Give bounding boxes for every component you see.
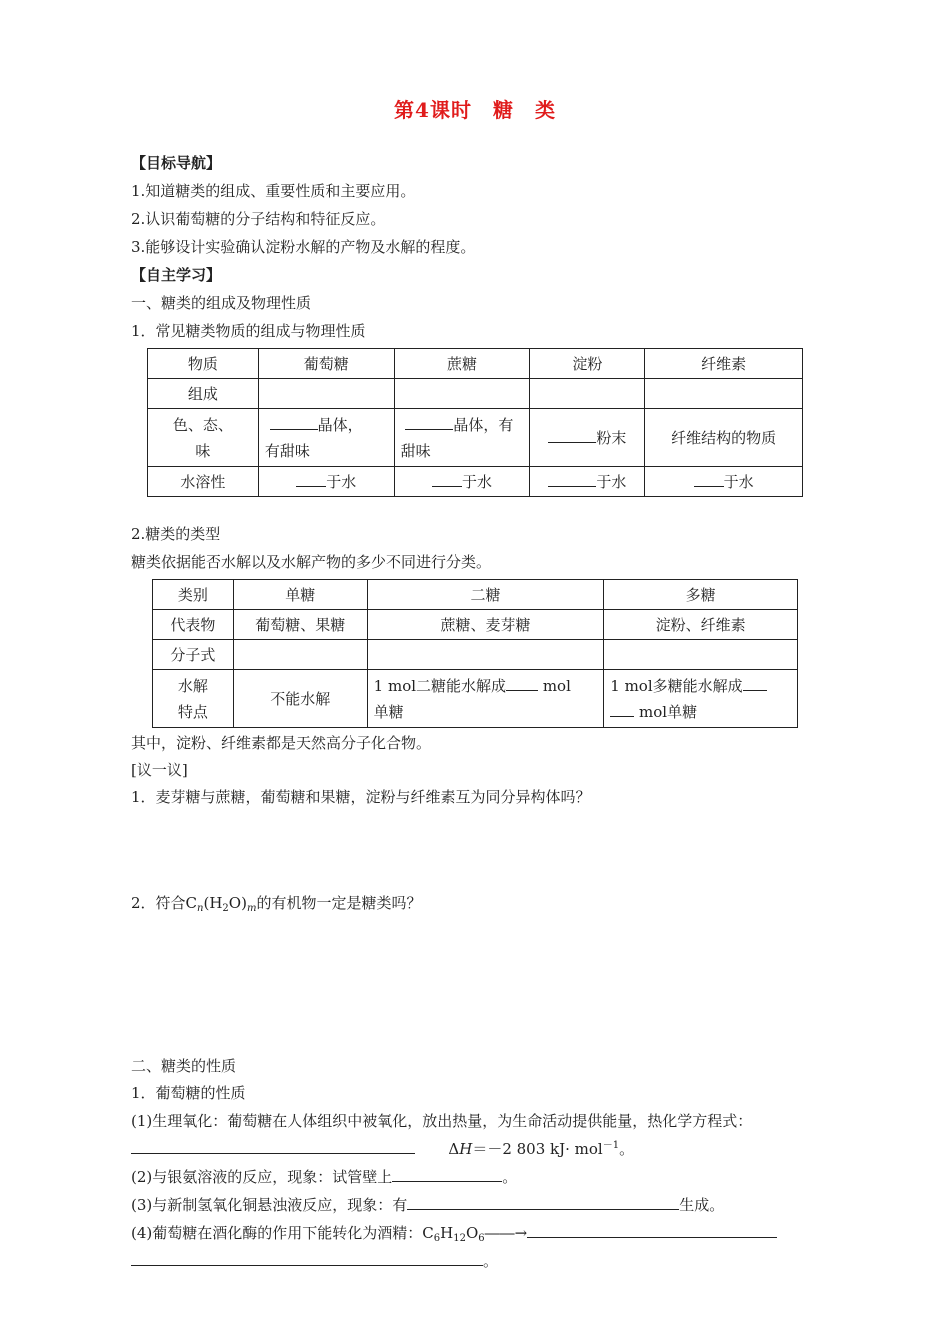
cell-cellulose-state: 纤维结构的物质 — [645, 409, 803, 467]
fill-blank[interactable] — [405, 415, 453, 430]
property-3: (3)与新制氢氧化铜悬浊液反应，现象：有 生成。 — [131, 1196, 725, 1214]
fill-blank[interactable] — [432, 472, 462, 487]
fill-blank[interactable] — [270, 415, 318, 430]
subsection-3-heading: 1．葡萄糖的性质 — [131, 1084, 246, 1102]
cell-sucrose-solubility: 于水 — [394, 467, 530, 497]
property-1-equation: ΔH＝－2 803 kJ· mol$^{-1}$。 — [131, 1139, 634, 1159]
discussion-question-1: 1．麦芽糖与蔗糖，葡萄糖和果糖，淀粉与纤维素互为同分异构体吗？ — [131, 788, 591, 806]
header-sucrose: 蔗糖 — [394, 349, 530, 379]
discussion-heading: [议一议] — [131, 761, 188, 779]
property-2: (2)与银氨溶液的反应，现象：试管壁上 。 — [131, 1168, 518, 1186]
fill-blank[interactable] — [131, 1139, 415, 1154]
cell-blank — [367, 640, 604, 670]
cell-mono-hydrolysis: 不能水解 — [233, 670, 367, 728]
header-cellulose: 纤维素 — [645, 349, 803, 379]
subsection-1-heading: 1．常见糖类物质的组成与物理性质 — [131, 322, 366, 340]
subsection-2-heading: 2.糖类的类型 — [131, 525, 221, 543]
fill-blank[interactable] — [610, 702, 634, 717]
cell-starch-solubility: 于水 — [530, 467, 645, 497]
cell-di-rep: 蔗糖、麦芽糖 — [367, 610, 604, 640]
fill-blank[interactable] — [548, 428, 596, 443]
cell-blank — [530, 379, 645, 409]
property-1: (1)生理氧化：葡萄糖在人体组织中被氧化，放出热量，为生命活动提供能量，热化学方程式： — [131, 1112, 753, 1130]
header-disaccharide: 二糖 — [367, 580, 604, 610]
cell-starch-state: 粉末 — [530, 409, 645, 467]
fill-blank[interactable] — [131, 1251, 483, 1266]
header-starch: 淀粉 — [530, 349, 645, 379]
cell-blank — [604, 640, 798, 670]
header-polysaccharide: 多糖 — [604, 580, 798, 610]
section-1-heading: 一、糖类的组成及物理性质 — [131, 294, 312, 312]
cell-blank — [233, 640, 367, 670]
page-title: 第4课时 糖 类 — [394, 98, 556, 122]
goal-item-2: 2.认识葡萄糖的分子结构和特征反应。 — [131, 210, 386, 228]
header-monosaccharide: 单糖 — [233, 580, 367, 610]
polymer-note: 其中，淀粉、纤维素都是天然高分子化合物。 — [131, 734, 432, 752]
row-label-formula: 分子式 — [153, 640, 234, 670]
header-category: 类别 — [153, 580, 234, 610]
reaction-arrow: ――→ — [484, 1224, 528, 1242]
fill-blank[interactable] — [527, 1223, 777, 1238]
header-substance: 物质 — [148, 349, 259, 379]
cell-glucose-solubility: 于水 — [258, 467, 394, 497]
cell-di-hydrolysis: 1 mol二糖能水解成 mol 单糖 — [367, 670, 604, 728]
section-2-heading: 二、糖类的性质 — [131, 1057, 237, 1075]
classification-table — [152, 579, 798, 728]
property-4-continued: 。 — [131, 1251, 498, 1271]
fill-blank[interactable] — [407, 1195, 679, 1210]
cell-poly-rep: 淀粉、纤维素 — [604, 610, 798, 640]
cell-cellulose-solubility: 于水 — [645, 467, 803, 497]
cell-mono-rep: 葡萄糖、果糖 — [233, 610, 367, 640]
cell-sucrose-state: 晶体，有 甜味 — [394, 409, 530, 467]
fill-blank[interactable] — [694, 472, 724, 487]
cell-blank — [394, 379, 530, 409]
fill-blank[interactable] — [506, 676, 538, 691]
goal-item-1: 1.知道糖类的组成、重要性质和主要应用。 — [131, 182, 416, 200]
property-4: (4)葡萄糖在酒化酶的作用下能转化为酒精：$C_6H_{12}O_6――\to$ — [131, 1223, 777, 1243]
goals-heading: 【目标导航】 — [131, 154, 222, 172]
composition-table — [147, 348, 803, 497]
cell-poly-hydrolysis: 1 mol多糖能水解成 mol单糖 — [604, 670, 798, 728]
discussion-question-2: 2．符合$C_n(H_2O)_m$的有机物一定是糖类吗？ — [131, 894, 422, 914]
fill-blank[interactable] — [743, 676, 767, 691]
fill-blank[interactable] — [548, 472, 596, 487]
row-label-hydrolysis: 水解 特点 — [153, 670, 234, 728]
fill-blank[interactable] — [296, 472, 326, 487]
row-label-color: 色、态、 味 — [148, 409, 259, 467]
goal-item-3: 3.能够设计实验确认淀粉水解的产物及水解的程度。 — [131, 238, 476, 256]
self-study-heading: 【自主学习】 — [131, 266, 222, 284]
row-label-representative: 代表物 — [153, 610, 234, 640]
cell-glucose-state: 晶体， 有甜味 — [258, 409, 394, 467]
row-label-composition: 组成 — [148, 379, 259, 409]
fill-blank[interactable] — [392, 1167, 502, 1182]
subsection-2-desc: 糖类依据能否水解以及水解产物的多少不同进行分类。 — [131, 553, 492, 571]
cell-blank — [645, 379, 803, 409]
row-label-solubility: 水溶性 — [148, 467, 259, 497]
cell-blank — [258, 379, 394, 409]
header-glucose: 葡萄糖 — [258, 349, 394, 379]
